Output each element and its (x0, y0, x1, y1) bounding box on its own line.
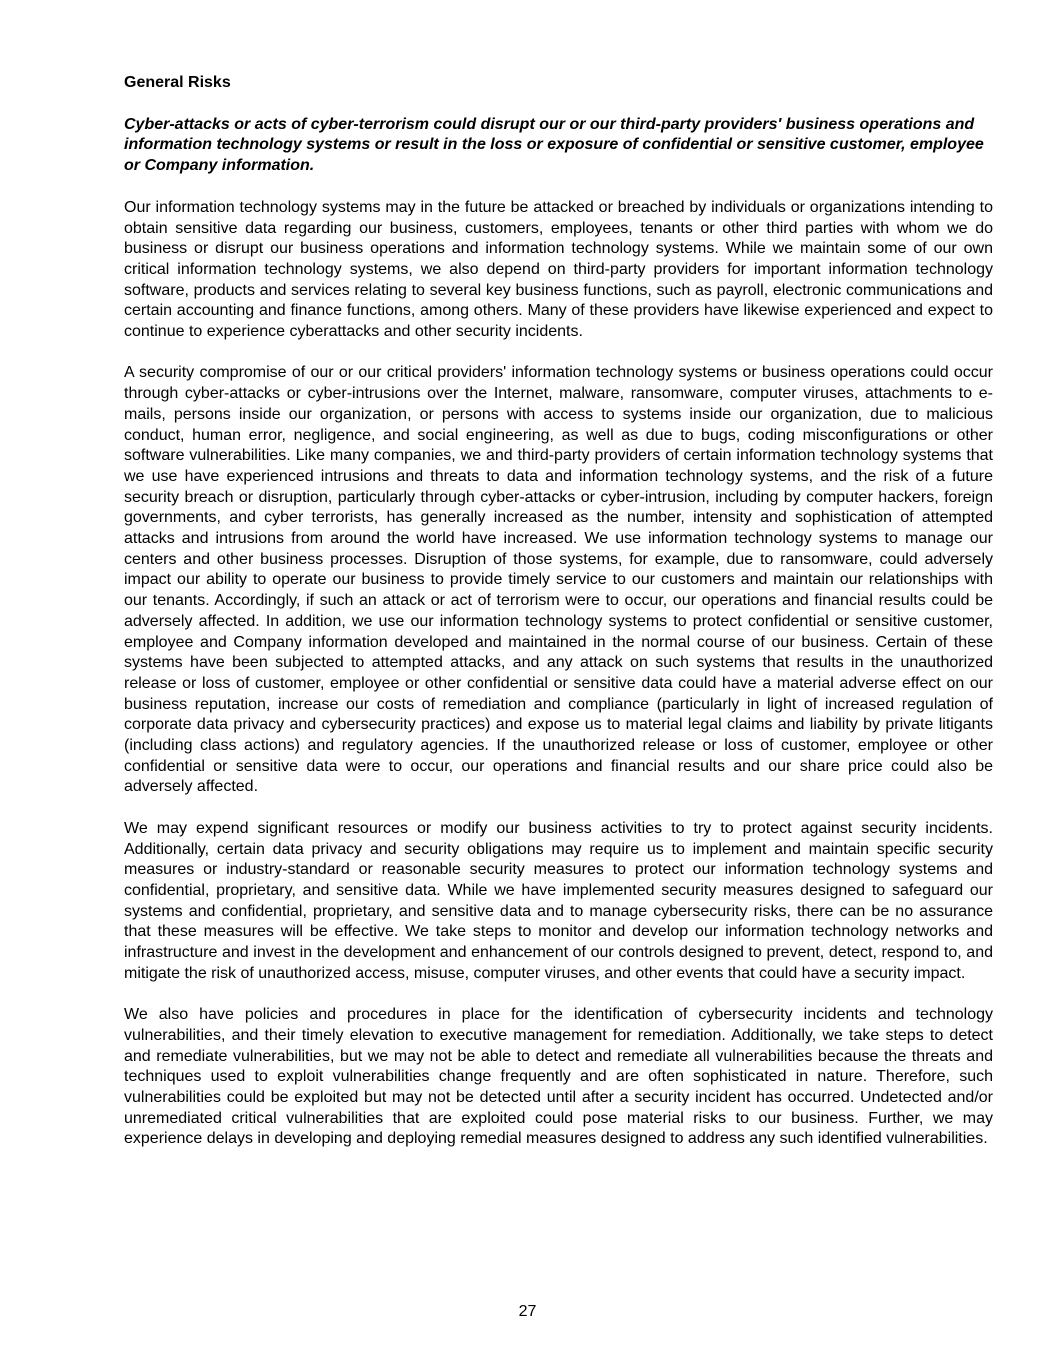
document-page (124, 73, 993, 1150)
body-paragraph: We may expend significant resources or modify our business activities to try to protect against security incidents. Additionally, certain data privacy and security obligations may require us to implement and maintain specific security measures or industry-standard or reasonable security measures to protect our information technology systems and confidential, proprietary, and sensitive data. While we have implemented security measures designed to safeguard our systems and confidential, proprietary, and sensitive data and to manage cybersecurity risks, there can be no assurance that these measures will be effective. We take steps to monitor and develop our information technology networks and infrastructure and invest in the development and enhancement of our controls designed to prevent, detect, respond to, and mitigate the risk of unauthorized access, misuse, computer viruses, and other events that could have a security impact. (124, 819, 993, 982)
risk-factor-title: Cyber-attacks or acts of cyber-terrorism could disrupt our or our third-party providers' business operations and information technology systems or result in the loss or exposure of confidential or sensitive customer, employee or Company information. (124, 115, 984, 175)
section-heading: General Risks (124, 74, 231, 91)
body-paragraph: A security compromise of our or our critical providers' information technology systems or business operations could occur through cyber-attacks or cyber-intrusions over the Internet, malware, ransomware, computer viruses, attachments to e-mails, persons inside our organization, or persons with access to systems inside our organization, due to malicious conduct, human error, negligence, and social engineering, as well as due to bugs, coding misconfigurations or other software vulnerabilities. Like many companies, we and third-party providers of certain information technology systems that we use have experienced intrusions and threats to data and information technology systems, and the risk of a future security breach or disruption, particularly through cyber-attacks or cyber-intrusion, including by computer hackers, foreign governments, and cyber terrorists, has generally increased as the number, intensity and sophistication of attempted attacks and intrusions from around the world have increased. We use information technology systems to manage our centers and other business processes. Disruption of those systems, for example, due to ransomware, could adversely impact our ability to operate our business to provide timely service to our customers and maintain our relationships with our tenants. Accordingly, if such an attack or act of terrorism were to occur, our operations and financial results could be adversely affected. In addition, we use our information technology systems to protect confidential or sensitive customer, employee and Company information developed and maintained in the normal course of our business. Certain of these systems have been subjected to attempted attacks, and any attack on such systems that results in the unauthorized release or loss of customer, employee or other confidential or sensitive data could have a material adverse effect on our business reputation, increase our costs of remediation and compliance (particularly in light of increased regulation of corporate data privacy and cybersecurity practices) and expose us to material legal claims and liability by private litigants (including class actions) and regulatory agencies. If the unauthorized release or loss of customer, employee or other confidential or sensitive data were to occur, our operations and financial results and our share price could also be adversely affected. (124, 364, 993, 796)
page-number: 27 (518, 1303, 537, 1320)
body-paragraph: We also have policies and procedures in place for the identification of cybersecurity incidents and technology vulnerabilities, and their timely elevation to executive management for remediation. Additionally, we take steps to detect and remediate vulnerabilities, but we may not be able to detect and remediate all vulnerabilities because the threats and techniques used to exploit vulnerabilities change frequently and are often sophisticated in nature. Therefore, such vulnerabilities could be exploited but may not be detected until after a security incident has occurred. Undetected and/or unremediated critical vulnerabilities that are exploited could pose material risks to our business. Further, we may experience delays in developing and deploying remedial measures designed to address any such identified vulnerabilities. (124, 1006, 993, 1148)
body-paragraph: Our information technology systems may in the future be attacked or breached by individuals or organizations intending to obtain sensitive data regarding our business, customers, employees, tenants or other third parties with whom we do business or disrupt our business operations and information technology systems. While we maintain some of our own critical information technology systems, we also depend on third-party providers for important information technology software, products and services relating to several key business functions, such as payroll, electronic communications and certain accounting and finance functions, among others. Many of these providers have likewise experienced and expect to continue to experience cyberattacks and other security incidents. (124, 198, 993, 341)
